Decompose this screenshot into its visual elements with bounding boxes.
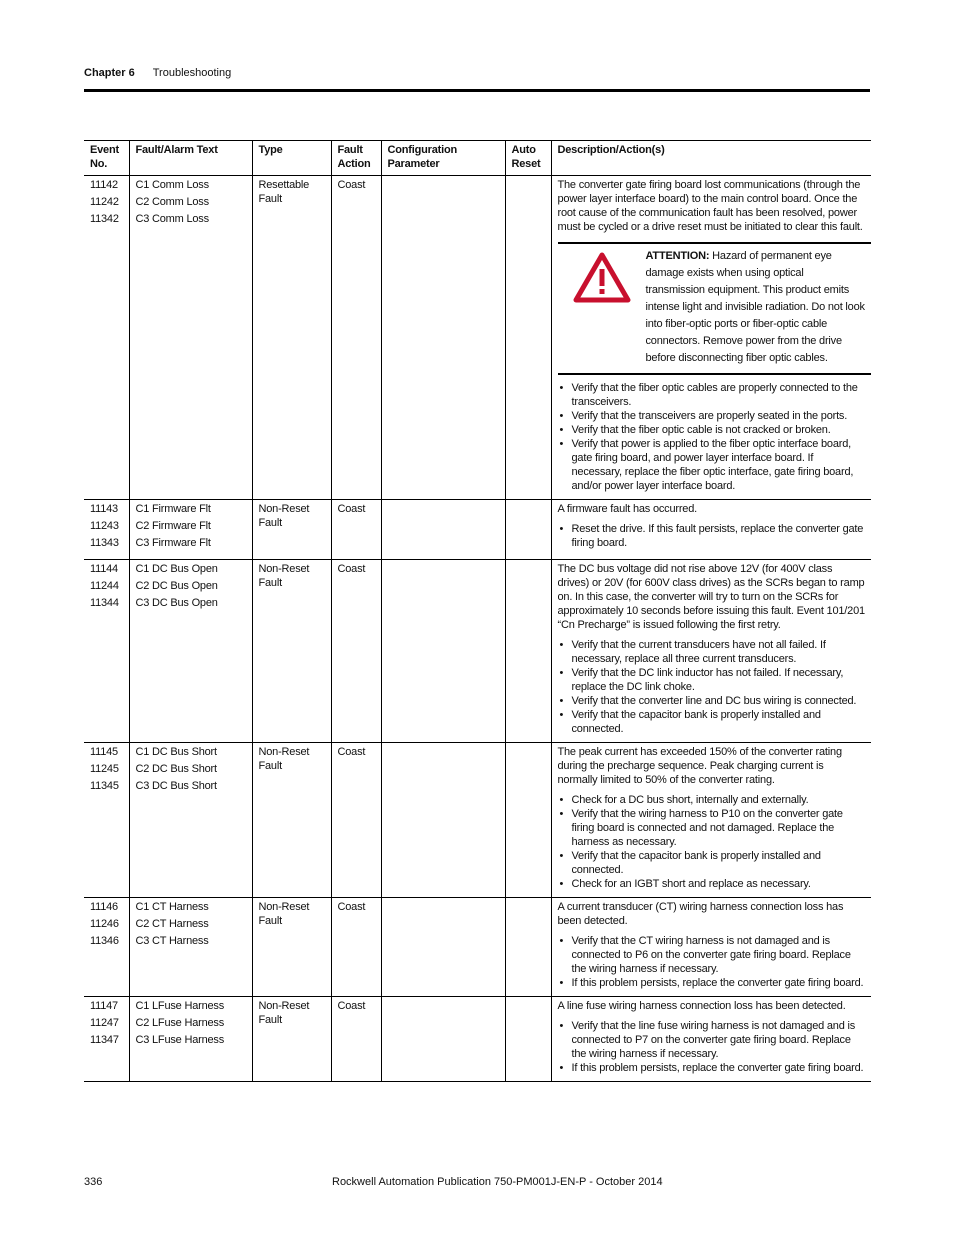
event-cell bbox=[84, 500, 129, 560]
fault-action-cell bbox=[331, 500, 381, 560]
fault-type-line: Fault bbox=[258, 1014, 282, 1026]
fault-action: Coast bbox=[337, 901, 366, 913]
fault-type-line: Resettable bbox=[258, 179, 310, 191]
column-header-line: Event bbox=[90, 144, 119, 156]
event-cell bbox=[84, 176, 129, 500]
table-row bbox=[84, 743, 871, 898]
fault-text: C1 DC Bus Open bbox=[135, 563, 218, 575]
auto-reset-cell bbox=[505, 560, 551, 743]
event-cell bbox=[84, 898, 129, 997]
column-header-line: Action bbox=[337, 158, 371, 170]
auto-reset-cell bbox=[505, 176, 551, 500]
config-param-cell bbox=[381, 176, 505, 500]
column-header-line: Description/Action(s) bbox=[557, 144, 665, 156]
config-param-cell bbox=[381, 743, 505, 898]
page-number: 336 bbox=[84, 1176, 103, 1188]
fault-action-cell bbox=[331, 898, 381, 997]
event-number: 11244 bbox=[90, 580, 119, 592]
publication-info: Rockwell Automation Publication 750-PM001J-EN-P - October 2014 bbox=[332, 1176, 663, 1188]
column-header-line: Reset bbox=[511, 158, 541, 170]
action-item: • Verify that the fiber optic cable is not cracked or broken. bbox=[572, 423, 867, 437]
fault-type-line: Fault bbox=[258, 193, 282, 205]
attention-body: Hazard of permanent eye damage exists when using optical transmission equipment. This product emits intense light and invisible radiation. Do not look into fiber-optic ports or fiber-optic cable connectors. Remove power from the drive before disconnecting fiber optic cables. bbox=[645, 250, 865, 364]
table-row bbox=[84, 898, 871, 997]
auto-reset-cell bbox=[505, 898, 551, 997]
header-rule bbox=[84, 89, 870, 92]
fault-text-cell bbox=[129, 997, 252, 1082]
fault-action: Coast bbox=[337, 1000, 366, 1012]
event-number: 11143 bbox=[90, 503, 118, 515]
fault-text-cell bbox=[129, 743, 252, 898]
description-cell bbox=[551, 997, 871, 1082]
chapter-label: Chapter 6 bbox=[84, 67, 135, 79]
event-cell bbox=[84, 560, 129, 743]
fault-text: C3 CT Harness bbox=[135, 935, 209, 947]
event-number: 11345 bbox=[90, 780, 119, 792]
auto-reset-cell bbox=[505, 743, 551, 898]
column-header-line: Type bbox=[258, 144, 283, 156]
column-header-line: Configuration bbox=[387, 144, 457, 156]
column-header-line: No. bbox=[90, 158, 108, 170]
fault-action: Coast bbox=[337, 563, 366, 575]
fault-type-line: Fault bbox=[258, 915, 282, 927]
event-cell bbox=[84, 997, 129, 1082]
description-text: The peak current has exceeded 150% of the converter rating during the precharge sequence. Peak charging current is normally limited to 50% of the converter rating. bbox=[557, 746, 842, 786]
type-cell bbox=[252, 500, 331, 560]
fault-type-line: Non-Reset bbox=[258, 1000, 310, 1012]
fault-action-cell bbox=[331, 743, 381, 898]
fault-action-cell bbox=[331, 176, 381, 500]
column-header bbox=[381, 141, 505, 176]
attention-label: ATTENTION: bbox=[645, 250, 710, 262]
event-number: 11245 bbox=[90, 763, 119, 775]
event-number: 11144 bbox=[90, 563, 118, 575]
event-number: 11342 bbox=[90, 213, 119, 225]
action-item: • Check for an IGBT short and replace as necessary. bbox=[572, 877, 867, 891]
type-cell bbox=[252, 898, 331, 997]
config-param-cell bbox=[381, 560, 505, 743]
warning-triangle-icon bbox=[558, 248, 646, 367]
fault-type-line: Non-Reset bbox=[258, 901, 310, 913]
description-text: The DC bus voltage did not rise above 12V (for 400V class drives) or 20V (for 600V class drives) as the SCRs began to ramp on. In this case, the converter will try to turn on the SCRs for approximately 10 seconds before issuing this fault. Event 101/201 “Cn Precharge” is issued following the first retry. bbox=[557, 563, 865, 631]
fault-text: C2 Comm Loss bbox=[135, 196, 209, 208]
event-number: 11246 bbox=[90, 918, 119, 930]
fault-type-line: Non-Reset bbox=[258, 746, 310, 758]
fault-table bbox=[84, 140, 871, 1082]
fault-action: Coast bbox=[337, 503, 366, 515]
action-list bbox=[558, 638, 867, 736]
action-item: • Check for a DC bus short, internally and externally. bbox=[572, 793, 867, 807]
type-cell bbox=[252, 560, 331, 743]
action-list bbox=[558, 793, 867, 891]
event-number: 11147 bbox=[90, 1000, 118, 1012]
action-item: • Verify that the fiber optic cables are properly connected to the transceivers. bbox=[572, 381, 867, 409]
fault-text: C1 Firmware Flt bbox=[135, 503, 211, 515]
auto-reset-cell bbox=[505, 500, 551, 560]
auto-reset-cell bbox=[505, 997, 551, 1082]
description-cell bbox=[551, 500, 871, 560]
fault-text: C2 Firmware Flt bbox=[135, 520, 211, 532]
column-header bbox=[331, 141, 381, 176]
description-text: The converter gate firing board lost communications (through the power layer interface board) to the main control board. Once the root cause of the communication fault has been resolved, power must be cycled or a drive reset must be initiated to clear this fault. bbox=[557, 179, 863, 233]
fault-text: C3 LFuse Harness bbox=[135, 1034, 225, 1046]
action-item: • Verify that the transceivers are properly seated in the ports. bbox=[572, 409, 867, 423]
fault-type-line: Fault bbox=[258, 760, 282, 772]
description-text: A line fuse wiring harness connection loss has been detected. bbox=[557, 1000, 846, 1012]
fault-text-cell bbox=[129, 898, 252, 997]
column-header-line: Fault/Alarm Text bbox=[135, 144, 218, 156]
event-number: 11243 bbox=[90, 520, 119, 532]
fault-text: C1 DC Bus Short bbox=[135, 746, 217, 758]
description-text: A firmware fault has occurred. bbox=[557, 503, 698, 515]
action-item: • Verify that the capacitor bank is properly installed and connected. bbox=[572, 708, 867, 736]
event-number: 11247 bbox=[90, 1017, 119, 1029]
fault-type-line: Fault bbox=[258, 517, 282, 529]
table-header-row bbox=[84, 141, 871, 176]
config-param-cell bbox=[381, 500, 505, 560]
fault-action: Coast bbox=[337, 746, 366, 758]
column-header bbox=[252, 141, 331, 176]
config-param-cell bbox=[381, 997, 505, 1082]
description-cell bbox=[551, 898, 871, 997]
fault-text: C2 LFuse Harness bbox=[135, 1017, 225, 1029]
action-list bbox=[558, 381, 867, 493]
fault-text-cell bbox=[129, 176, 252, 500]
action-item: • Verify that the CT wiring harness is not damaged and is connected to P6 on the converter gate firing board. Replace the wiring harness if necessary. bbox=[572, 934, 867, 976]
fault-text-cell bbox=[129, 560, 252, 743]
event-cell bbox=[84, 743, 129, 898]
config-param-cell bbox=[381, 898, 505, 997]
action-list bbox=[558, 522, 867, 550]
event-number: 11142 bbox=[90, 179, 118, 191]
attention-box bbox=[558, 242, 872, 375]
fault-text: C2 CT Harness bbox=[135, 918, 209, 930]
fault-action-cell bbox=[331, 997, 381, 1082]
fault-text: C3 DC Bus Open bbox=[135, 597, 218, 609]
event-number: 11344 bbox=[90, 597, 119, 609]
table-row bbox=[84, 500, 871, 560]
attention-text bbox=[646, 248, 872, 367]
fault-text: C2 DC Bus Short bbox=[135, 763, 217, 775]
fault-type-line: Non-Reset bbox=[258, 503, 310, 515]
fault-text: C2 DC Bus Open bbox=[135, 580, 218, 592]
table-row bbox=[84, 997, 871, 1082]
fault-action-cell bbox=[331, 560, 381, 743]
action-list bbox=[558, 1019, 867, 1075]
event-number: 11242 bbox=[90, 196, 119, 208]
event-number: 11346 bbox=[90, 935, 119, 947]
action-item: • Verify that the wiring harness to P10 on the converter gate firing board is connected and not damaged. Replace the harness as necessary. bbox=[572, 807, 867, 849]
column-header-line: Parameter bbox=[387, 158, 440, 170]
action-item: • Reset the drive. If this fault persists, replace the converter gate firing board. bbox=[572, 522, 867, 550]
event-number: 11145 bbox=[90, 746, 118, 758]
type-cell bbox=[252, 176, 331, 500]
description-cell bbox=[551, 176, 871, 500]
column-header bbox=[84, 141, 129, 176]
column-header-line: Auto bbox=[511, 144, 536, 156]
action-item: • Verify that the line fuse wiring harness is not damaged and is connected to P7 on the converter gate firing board. Replace the wiring harness if necessary. bbox=[572, 1019, 867, 1061]
table-body bbox=[84, 176, 871, 1082]
fault-text: C1 CT Harness bbox=[135, 901, 209, 913]
type-cell bbox=[252, 997, 331, 1082]
type-cell bbox=[252, 743, 331, 898]
table-row bbox=[84, 176, 871, 500]
table-row bbox=[84, 560, 871, 743]
fault-text-cell bbox=[129, 500, 252, 560]
action-item: • If this problem persists, replace the converter gate firing board. bbox=[572, 976, 867, 990]
fault-text: C1 LFuse Harness bbox=[135, 1000, 225, 1012]
fault-type-line: Fault bbox=[258, 577, 282, 589]
column-header-line: Fault bbox=[337, 144, 363, 156]
action-item: • Verify that the DC link inductor has not failed. If necessary, replace the DC link choke. bbox=[572, 666, 867, 694]
fault-text: C1 Comm Loss bbox=[135, 179, 209, 191]
description-text: A current transducer (CT) wiring harness connection loss has been detected. bbox=[557, 901, 844, 927]
event-number: 11343 bbox=[90, 537, 119, 549]
action-item: • Verify that the current transducers have not all failed. If necessary, replace all three current transducers. bbox=[572, 638, 867, 666]
action-item: • Verify that power is applied to the fiber optic interface board, gate firing board, and power layer interface board. If necessary, replace the fiber optic interface, gate firing board, and/or power layer interface board. bbox=[572, 437, 867, 493]
column-header bbox=[551, 141, 871, 176]
column-header bbox=[129, 141, 252, 176]
fault-text: C3 DC Bus Short bbox=[135, 780, 217, 792]
action-list bbox=[558, 934, 867, 990]
description-cell bbox=[551, 560, 871, 743]
description-cell bbox=[551, 743, 871, 898]
action-item: • Verify that the converter line and DC bus wiring is connected. bbox=[572, 694, 867, 708]
fault-text: C3 Firmware Flt bbox=[135, 537, 211, 549]
section-label: Troubleshooting bbox=[152, 67, 232, 79]
fault-text: C3 Comm Loss bbox=[135, 213, 209, 225]
action-item: • If this problem persists, replace the converter gate firing board. bbox=[572, 1061, 867, 1075]
action-item: • Verify that the capacitor bank is properly installed and connected. bbox=[572, 849, 867, 877]
fault-action: Coast bbox=[337, 179, 366, 191]
column-header bbox=[505, 141, 551, 176]
running-header bbox=[84, 67, 231, 79]
event-number: 11347 bbox=[90, 1034, 119, 1046]
event-number: 11146 bbox=[90, 901, 118, 913]
fault-type-line: Non-Reset bbox=[258, 563, 310, 575]
